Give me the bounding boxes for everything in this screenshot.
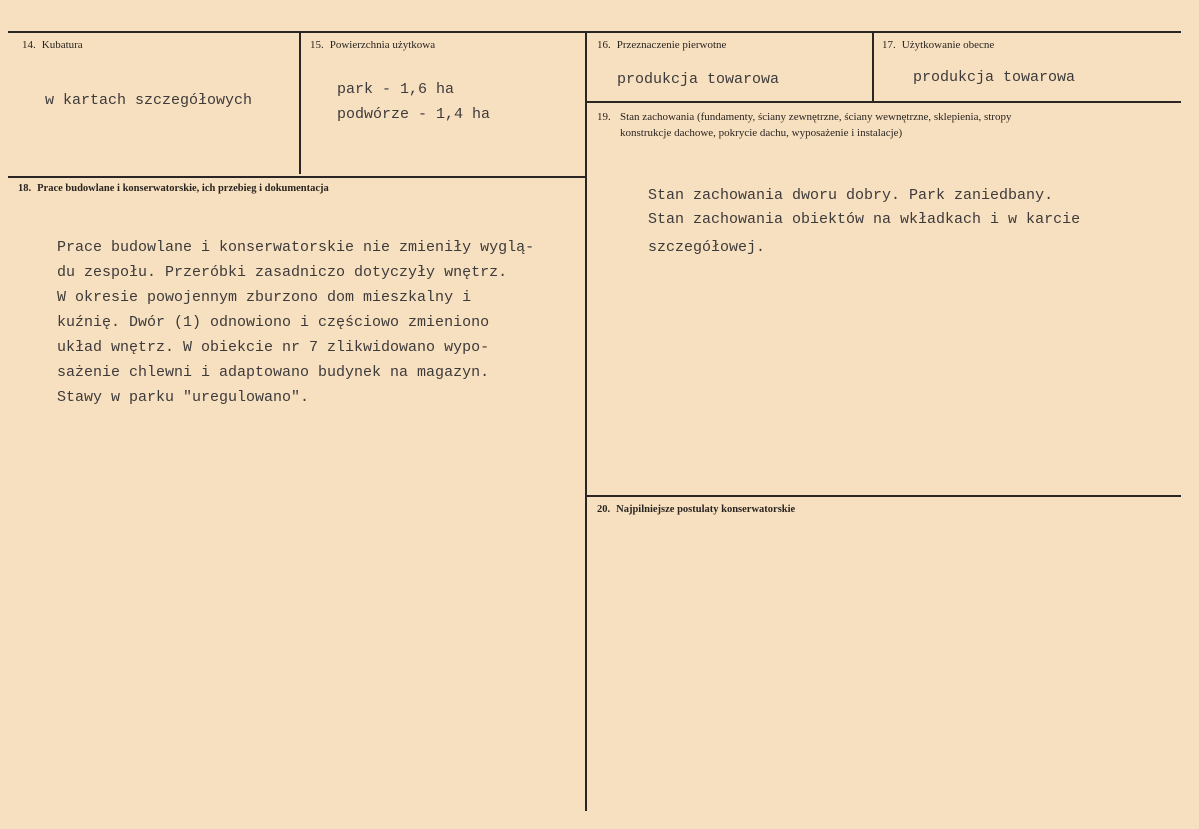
top-border-line <box>8 31 1181 33</box>
section-15-title: Powierzchnia użytkowa <box>329 39 436 51</box>
section-19-line-1: Stan zachowania dworu dobry. Park zaniedbany. <box>648 187 1054 204</box>
section-17-text: produkcja towarowa <box>913 69 1076 86</box>
line-under-19 <box>587 495 1181 497</box>
section-16-title: Przeznaczenie pierwotne <box>616 39 727 51</box>
section-18-line-5: układ wnętrz. W obiekcie nr 7 zlikwidowano wypo- <box>57 339 490 356</box>
section-19-number: 19. <box>597 111 611 123</box>
section-19-title-line-2: konstrukcje dachowe, pokrycie dachu, wyposażenie i instalacje) <box>620 127 903 139</box>
section-17-label <box>882 37 994 53</box>
section-18-line-7: Stawy w parku "uregulowano". <box>57 389 310 406</box>
section-15-label <box>310 37 435 53</box>
section-18-line-4: kuźnię. Dwór (1) odnowiono i częściowo zmieniono <box>57 314 490 331</box>
divider-16-17 <box>872 33 874 101</box>
divider-14-15 <box>299 33 301 174</box>
section-20-label <box>597 502 795 518</box>
section-19-line-3: szczegółowej. <box>648 239 766 256</box>
section-18-line-3: W okresie powojennym zburzono dom mieszkalny i <box>57 289 472 306</box>
section-17-number: 17. <box>882 39 896 51</box>
section-18-label <box>18 181 329 197</box>
section-15-number: 15. <box>310 39 324 51</box>
section-18-line-2: du zespołu. Przeróbki zasadniczo dotyczyły wnętrz. <box>57 264 508 281</box>
section-18-title: Prace budowlane i konserwatorskie, ich przebieg i dokumentacja <box>37 183 329 194</box>
section-15-line-1: park - 1,6 ha <box>337 81 455 98</box>
section-14-label <box>22 37 83 53</box>
section-15-line-2: podwórze - 1,4 ha <box>337 106 491 123</box>
section-20-number: 20. <box>597 504 611 515</box>
section-14-number: 14. <box>22 39 36 51</box>
section-14-text: w kartach szczegółowych <box>45 92 253 109</box>
section-19-line-2: Stan zachowania obiektów na wkładkach i w karcie <box>648 211 1081 228</box>
section-16-number: 16. <box>597 39 611 51</box>
section-18-line-1: Prace budowlane i konserwatorskie nie zmieniły wyglą- <box>57 239 535 256</box>
section-17-title: Użytkowanie obecne <box>901 39 995 51</box>
line-under-14-15 <box>8 176 585 178</box>
section-18-number: 18. <box>18 183 32 194</box>
section-16-text: produkcja towarowa <box>617 71 780 88</box>
section-18-line-6: sażenie chlewni i adaptowano budynek na magazyn. <box>57 364 490 381</box>
section-16-label <box>597 37 726 53</box>
divider-left-right <box>585 33 587 811</box>
section-19-title-line-1: Stan zachowania (fundamenty, ściany zewnętrzne, ściany wewnętrzne, sklepienia, stropy <box>620 111 1012 123</box>
section-14-title: Kubatura <box>41 39 83 51</box>
section-20-title: Najpilniejsze postulaty konserwatorskie <box>616 504 796 515</box>
line-under-16-17 <box>587 101 1181 103</box>
